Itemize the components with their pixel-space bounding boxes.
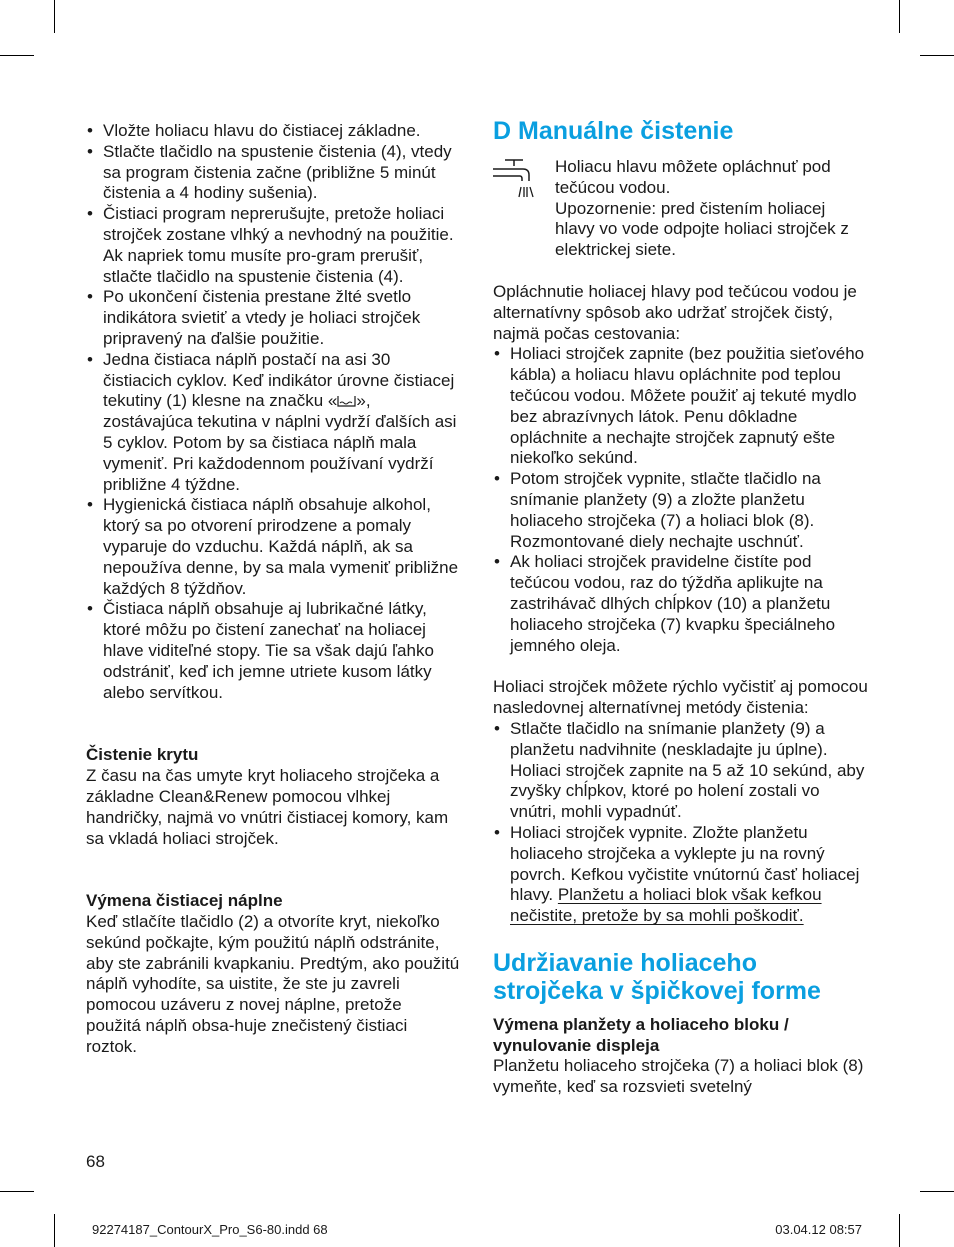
warning-text: Upozornenie: pred čistením holiacej hlavy vo vode odpojte holiaci strojček z elektrickej siete.	[555, 198, 849, 260]
footer-file-name: 92274187_ContourX_Pro_S6-80.indd 68	[92, 1222, 328, 1237]
list-item: • Vložte holiacu hlavu do čistiacej základne.	[86, 121, 460, 142]
rinse-bullet-list	[493, 344, 869, 656]
crop-mark	[0, 55, 34, 56]
footer-date: 03.04.12 08:57	[775, 1222, 862, 1237]
section-title-maintenance: Udržiavanie holiaceho strojčeka v špičkovej forme	[493, 948, 821, 1005]
list-item-text: Holiaci strojček vypnite. Zložte planžetu holiaceho strojčeka a vyklepte ju na rovný povrch. Kefkou vyčistite vnútornú časť holiacej hlavy.	[510, 822, 860, 905]
crop-mark	[54, 1214, 55, 1247]
list-item-text: », zostávajúca tekutina v náplni vydrží ďalších asi 5 cyklov. Potom by sa čistiaca náplň mala vymeniť. Pri každodennom používaní vydrží približne 4 týždne.	[103, 391, 457, 494]
water-tap-icon	[493, 157, 541, 199]
list-item: • Stlačte tlačidlo na spustenie čistenia (4), vtedy sa program čistenia začne (približne 5 minút čistenia a 4 hodiny sušenia).	[86, 142, 460, 204]
list-item: • Po ukončení čistenia prestane žlté svetlo indikátora svietiť a vtedy je holiaci strojček pripravený na ďalšie použitie.	[86, 287, 460, 349]
crop-mark	[899, 1214, 900, 1247]
foil-replacement-text: Planžetu holiaceho strojčeka (7) a holiaci blok (8) vymeňte, keď sa rozsvieti svetelný	[493, 1056, 864, 1097]
crop-mark	[920, 55, 954, 56]
cartridge-replacement-heading: Výmena čistiacej náplne	[86, 891, 283, 911]
cartridge-replacement-text: Keď stlačíte tlačidlo (2) a otvoríte kryt, niekoľko sekúnd počkajte, kým použitú náplň odstránite, aby ste zabránili kvapkaniu. Predtým, ako použitú náplň vyhodíte, sa uistite, že ste ju zavreli pomocou uzáveru z novej náplne, pretože použitá náplň obsa-huje znečistený čistiaci roztok.	[86, 912, 460, 1056]
rinse-intro: Opláchnutie holiacej hlavy pod tečúcou vodou je alternatívny spôsob ako udržať strojček čistý, najmä počas cestovania:	[493, 281, 857, 343]
list-item: • Stlačte tlačidlo na snímanie planžety (9) a planžetu nadvihnite (neskladajte ju úplne). Holiaci strojček zapnite na 5 až 10 sekúnd, aby zvyšky chĺpkov, ktoré po holení zostali vo vnútri, mohli vypadnúť.	[493, 719, 869, 823]
list-item	[493, 823, 869, 927]
list-item: • Potom strojček vypnite, stlačte tlačidlo na snímanie planžety (9) a zložte planžetu holiaceho strojčeka (7) a holiaci blok (8). Rozmontované diely nechajte uschnúť.	[493, 469, 869, 552]
list-item: • Hygienická čistiaca náplň obsahuje alkohol, ktorý sa po otvorení prirodzene a pomaly vyparuje do vzduchu. Každá náplň, ak sa nepoužíva denne, by sa mala vymeniť približne každých 8 týždňov.	[86, 495, 460, 599]
crop-mark	[920, 1191, 954, 1192]
page-number: 68	[86, 1152, 105, 1171]
list-item: • Čistiaci program neprerušujte, pretože holiaci strojček zostane vlhký a nevhodný na použitie. Ak napriek tomu musíte pro-gram prerušiť, stlačte tlačidlo na spustenie čistenia (4).	[86, 204, 460, 287]
tap-text: Holiacu hlavu môžete opláchnuť pod tečúcou vodou.	[555, 157, 831, 197]
crop-mark	[0, 1191, 34, 1192]
tap-note	[493, 157, 869, 261]
quick-clean-bullet-list	[493, 719, 869, 927]
cover-cleaning-text: Z času na čas umyte kryt holiaceho strojčeka a základne Clean&Renew pomocou vlhkej handričky, najmä vo vnútri čistiacej komory, kam sa vkladá holiaci strojček.	[86, 766, 449, 848]
list-item-text: Jedna čistiaca náplň postačí na asi 30 čistiacich cyklov. Keď indikátor úrovne čistiacej tekutiny (1) klesne na značku «	[103, 349, 455, 411]
fill-level-mark-icon	[337, 395, 356, 407]
list-item	[86, 350, 460, 496]
cover-cleaning-heading: Čistenie krytu	[86, 745, 199, 765]
quick-clean-intro: Holiaci strojček môžete rýchlo vyčistiť aj pomocou nasledovnej alternatívnej metódy čistenia:	[493, 677, 868, 718]
usage-bullet-list	[86, 121, 460, 703]
foil-replacement-heading: Výmena planžety a holiaceho bloku / vynulovanie displeja	[493, 1014, 789, 1055]
crop-mark	[899, 0, 900, 33]
underlined-warning: Planžetu a holiaci blok však kefkou nečistite, pretože by sa mohli poškodiť.	[510, 885, 822, 926]
list-item: • Holiaci strojček zapnite (bez použitia sieťového kábla) a holiacu hlavu opláchnite pod teplou tečúcou vodou. Môžete použiť aj tekuté mydlo bez abrazívnych látok. Penu dôkladne opláchnite a nechajte strojček zapnutý ešte niekoľko sekúnd.	[493, 344, 869, 469]
crop-mark	[54, 0, 55, 33]
left-column	[86, 121, 460, 1058]
list-item: • Ak holiaci strojček pravidelne čistíte pod tečúcou vodou, raz do týždňa aplikujte na zastrihávač dlhých chĺpkov (10) a planžetu holiaceho strojčeka (7) kvapku špeciálneho jemného oleja.	[493, 552, 869, 656]
right-column	[493, 117, 869, 1098]
list-item: • Čistiaca náplň obsahuje aj lubrikačné látky, ktoré môžu po čistení zanechať na holiacej hlave viditeľné stopy. Tie sa však dajú ľahko odstrániť, keď ich jemne utriete kusom látky alebo servítkou.	[86, 599, 460, 703]
section-title-manual-cleaning: D Manuálne čistenie	[493, 117, 734, 145]
